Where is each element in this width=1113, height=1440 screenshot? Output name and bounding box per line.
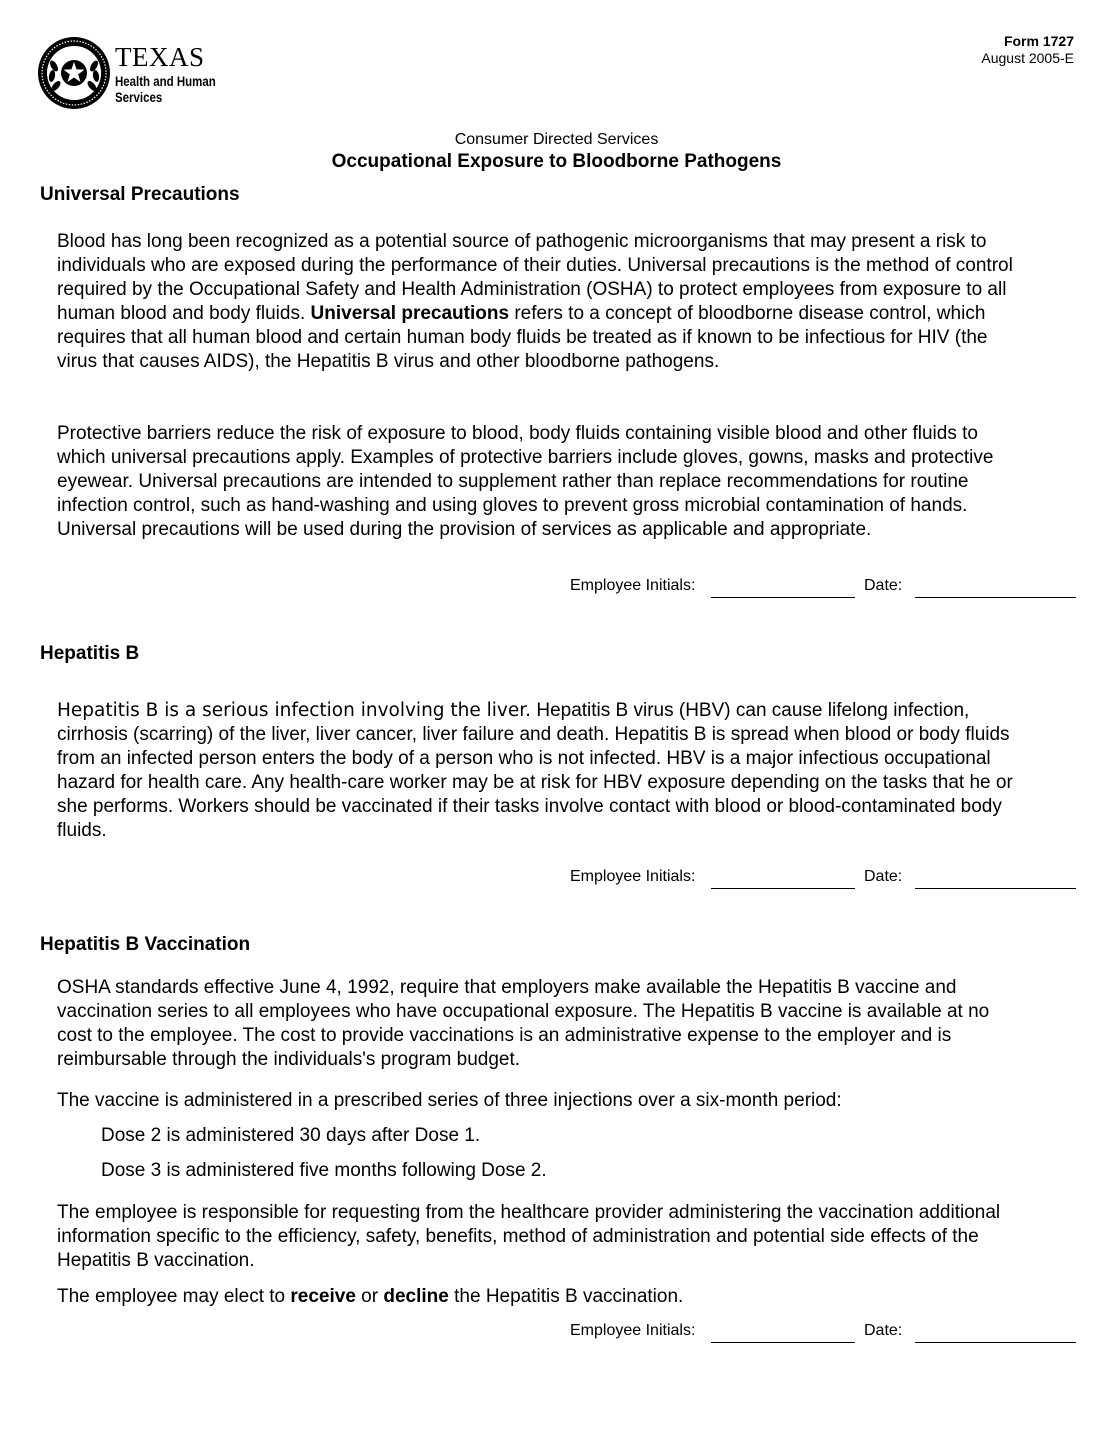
initials-label: Employee Initials: <box>570 868 696 885</box>
initials-field[interactable] <box>711 888 855 889</box>
form-identifier <box>981 33 1074 67</box>
signoff-hepatitis-b <box>570 868 1080 898</box>
signoff-hepatitis-b-vaccination <box>570 1322 1080 1352</box>
dose-3-item: Dose 3 is administered five months following Dose 2. <box>101 1160 547 1181</box>
program-name: Consumer Directed Services <box>454 131 659 148</box>
initials-field[interactable] <box>711 1342 855 1343</box>
paragraph: The vaccine is administered in a prescribed series of three injections over a six-month period: <box>57 1090 842 1111</box>
form-number: Form 1727 <box>1003 33 1074 49</box>
section-heading-universal-precautions: Universal Precautions <box>40 184 240 205</box>
paragraph: Protective barriers reduce the risk of exposure to blood, body fluids containing visible blood and other fluids to which universal precautions apply. Examples of protective barriers include gloves, gowns, masks and protective eyewear. Universal precautions are intended to supplement rather than replace recommendations for routine infection control, such as hand-washing and using gloves to prevent gross microbial contamination of hands. Universal precautions will be used during the provision of services as applicable and appropriate. <box>57 423 994 540</box>
logo-texas-text: TEXAS <box>115 42 205 72</box>
logo-agency-text: Health and Human Services <box>115 74 216 105</box>
page-title: Occupational Exposure to Bloodborne Pathogens <box>331 151 782 172</box>
initials-field[interactable] <box>711 597 855 598</box>
dose-2-item: Dose 2 is administered 30 days after Dose 1. <box>101 1125 481 1146</box>
texas-seal-star-icon <box>37 36 111 110</box>
form-revision: August 2005-E <box>981 50 1074 66</box>
date-field[interactable] <box>915 597 1076 598</box>
signoff-universal-precautions <box>570 577 1080 607</box>
paragraph: Hepatitis B is a serious infection involving the liver. Hepatitis B virus (HBV) can cause lifelong infection, cirrhosis (scarring) of the liver, liver cancer, liver failure and death. Hepatitis B is spread when blood or body fluids from an infected person enters the body of a person who is not infected. HBV is a major infectious occupational hazard for health care. Any health-care worker may be at risk for HBV exposure depending on the tasks that he or she performs. Workers should be vaccinated if their tasks involve contact with blood or blood-contaminated body fluids. <box>57 700 1013 841</box>
hhs-logo <box>37 36 237 112</box>
section-heading-hepatitis-b: Hepatitis B <box>40 643 140 664</box>
section-heading-hepatitis-b-vaccination: Hepatitis B Vaccination <box>40 934 251 955</box>
date-field[interactable] <box>915 888 1076 889</box>
initials-label: Employee Initials: <box>570 1322 696 1339</box>
paragraph: OSHA standards effective June 4, 1992, require that employers make available the Hepatitis B vaccine and vaccination series to all employees who have occupational exposure. The Hepatitis B vaccine is available at no cost to the employee. The cost to provide vaccinations is an administrative expense to the employer and is reimbursable through the individuals's program budget. <box>57 977 990 1070</box>
paragraph: The employee may elect to receive or decline the Hepatitis B vaccination. <box>57 1286 684 1307</box>
date-label: Date: <box>864 868 903 885</box>
paragraph: Blood has long been recognized as a potential source of pathogenic microorganisms that may present a risk to individuals who are exposed during the performance of their duties. Universal precautions is the method of control required by the Occupational Safety and Health Administration (OSHA) to protect employees from exposure to all human blood and body fluids. Universal precautions refers to a concept of bloodborne disease control, which requires that all human blood and certain human body fluids be treated as if known to be infectious for HIV (the virus that causes AIDS), the Hepatitis B virus and other bloodborne pathogens. <box>57 231 1013 372</box>
initials-label: Employee Initials: <box>570 577 696 594</box>
date-field[interactable] <box>915 1342 1076 1343</box>
date-label: Date: <box>864 1322 903 1339</box>
date-label: Date: <box>864 577 903 594</box>
paragraph: The employee is responsible for requesting from the healthcare provider administering the vaccination additional information specific to the efficiency, safety, benefits, method of administration and potential side effects of the Hepatitis B vaccination. <box>57 1202 1001 1271</box>
